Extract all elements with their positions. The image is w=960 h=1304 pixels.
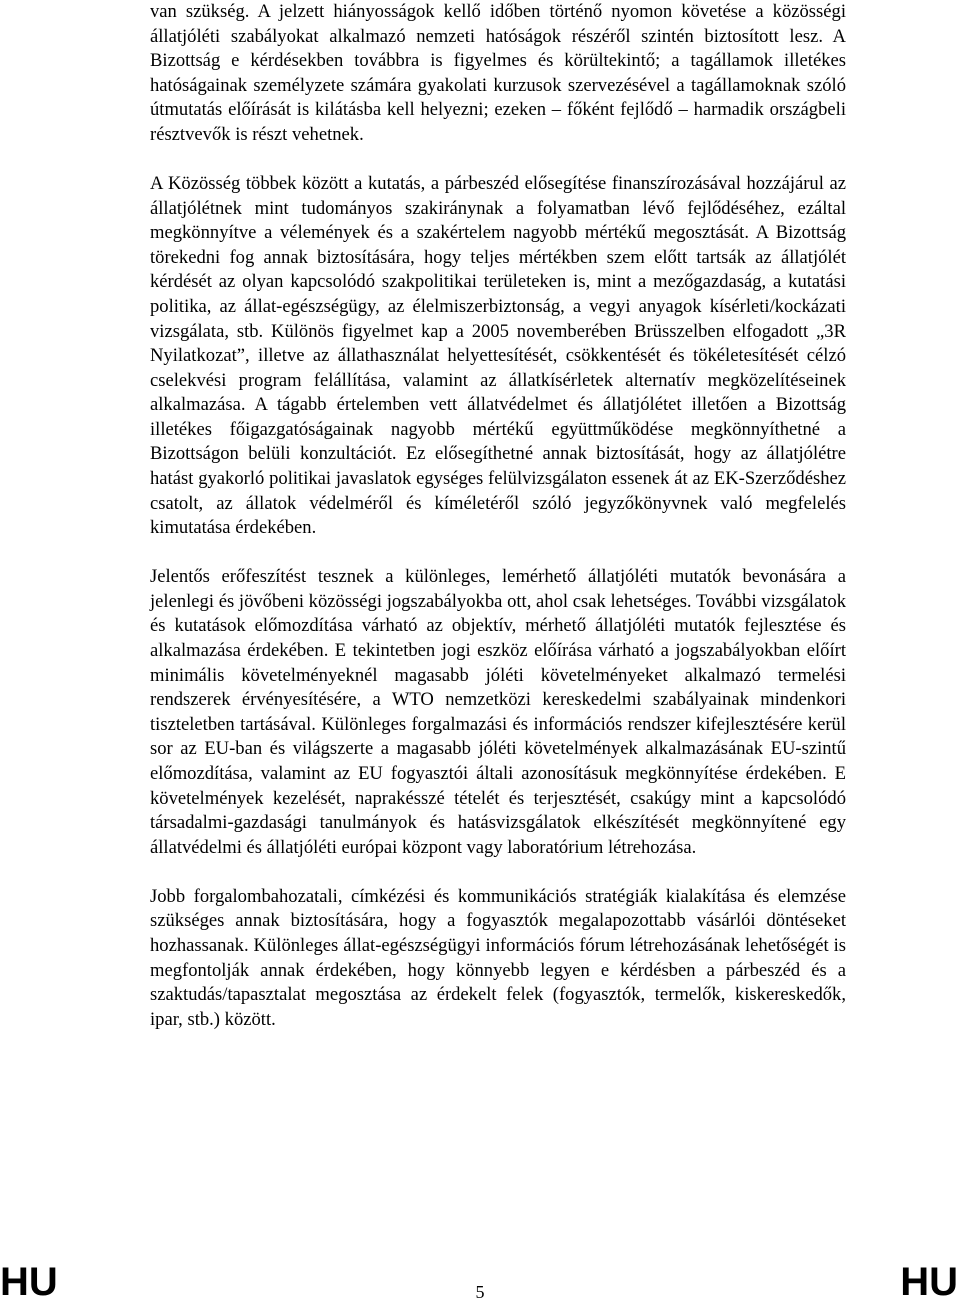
footer-language-code-right: HU — [900, 1260, 958, 1304]
paragraph-4: Jobb forgalombahozatali, címkézési és kommunikációs stratégiák kialakítása és elemzése szükséges annak biztosítására, hogy a fogyasztók megalapozottabb vásárlói döntéseket hozhassanak. Különleges állat-egészségügyi információs fórum létrehozásának lehetőségét is megfontolják annak érdekében, hogy könnyebb legyen e kérdésben a párbeszéd és a szaktudás/tapasztalat megosztása az érdekelt felek (fogyasztók, termelők, kiskereskedők, ipar, stb.) között. — [150, 885, 846, 1030]
page-number: 5 — [475, 1282, 485, 1302]
footer-language-code-left: HU — [0, 1260, 58, 1304]
paragraph-1: van szükség. A jelzett hiányosságok kellő időben történő nyomon követése a közösségi állatjóléti szabályokat alkalmazó nemzeti hatóságok részéről szintén biztosított lesz. A Bizottság e kérdésekben továbbra is figyelmes és körültekintő; a tagállamok illetékes hatóságainak személyzete számára gyakolati kurzusok szervezésével a tagállamoknak szóló útmutatás előírását is kilátásba kell helyezni; ezeken – főként fejlődő – harmadik országbeli résztvevők is részt vehetnek. — [150, 1, 846, 145]
paragraph-2: A Közösség többek között a kutatás, a párbeszéd elősegítése finanszírozásával hozzájárul az állatjólétnek mint tudományos szakiránynak a folyamatban lévő fejlődéséhez, ezáltal megkönnyítve a vélemények és a szakértelem nagyobb mértékű megosztását. A Bizottság törekedni fog annak biztosítására, hogy teljes mértékben szem előtt tartsák az állatjólét kérdését az olyan kapcsolódó szakpolitikai területeken is, mint a mezőgazdaság, a kutatási politika, az állat-egészségügy, az élelmiszerbiztonság, a vegyi anyagok kísérleti/kockázati vizsgálata, stb. Különös figyelmet kap a 2005 novemberében Brüsszelben elfogadott „3R Nyilatkozat”, illetve az állathasználat helyettesítését, csökkentését és tökéletesítését célzó cselekvési program felállítása, valamint az állatkísérletek alternatív megközelítéseinek alkalmazása. A tágabb értelemben vett állatvédelmet és állatjólétet illetően a Bizottság illetékes főigazgatóságainak nagyobb mértékű együttműködése megkönnyíthetné a Bizottságon belüli konzultációt. Ez elősegíthetné annak biztosítását, hogy az állatjólétre hatást gyakorló politikai javaslatok egységes felülvizsgálaton essenek át az EK-Szerződéshez csatolt, az állatok védelméről és kíméletéről szóló jegyzőkönyvnek való megfelelés kimutatása érdekében. — [150, 172, 846, 539]
paragraph-3: Jelentős erőfeszítést tesznek a különleges, lemérhető állatjóléti mutatók bevonására a jelenlegi és jövőbeni közösségi jogszabályokba ott, ahol csak lehetséges. További vizsgálatok és kutatások előmozdítása várható az objektív, mérhető állatjóléti mutatók fejlesztése és alkalmazása érdekében. E tekintetben jogi eszköz előírása várható a jogszabályokban előírt minimális követelményeknél magasabb jóléti követelményeket alkalmazó termelési rendszerek érvényesítésére, a WTO nemzetközi kereskedelmi szabályainak mindenkori tiszteletben tartásával. Különleges forgalmazási és információs rendszer kifejlesztésére kerül sor az EU-ban és világszerte a magasabb jóléti követelmények alkalmazásának EU-szintű előmozdítása, valamint az EU fogyasztói általi azonosításuk megkönnyítése érdekében. E követelmények kezelését, naprakésszé tételét és terjesztését, csakúgy mint a kapcsolódó társadalmi-gazdasági tanulmányok és hatásvizsgálatok elkészítését megkönnyítené egy állatvédelmi és állatjóléti európai központ vagy laboratórium létrehozása. — [150, 566, 846, 858]
document-body — [150, 0, 846, 1032]
